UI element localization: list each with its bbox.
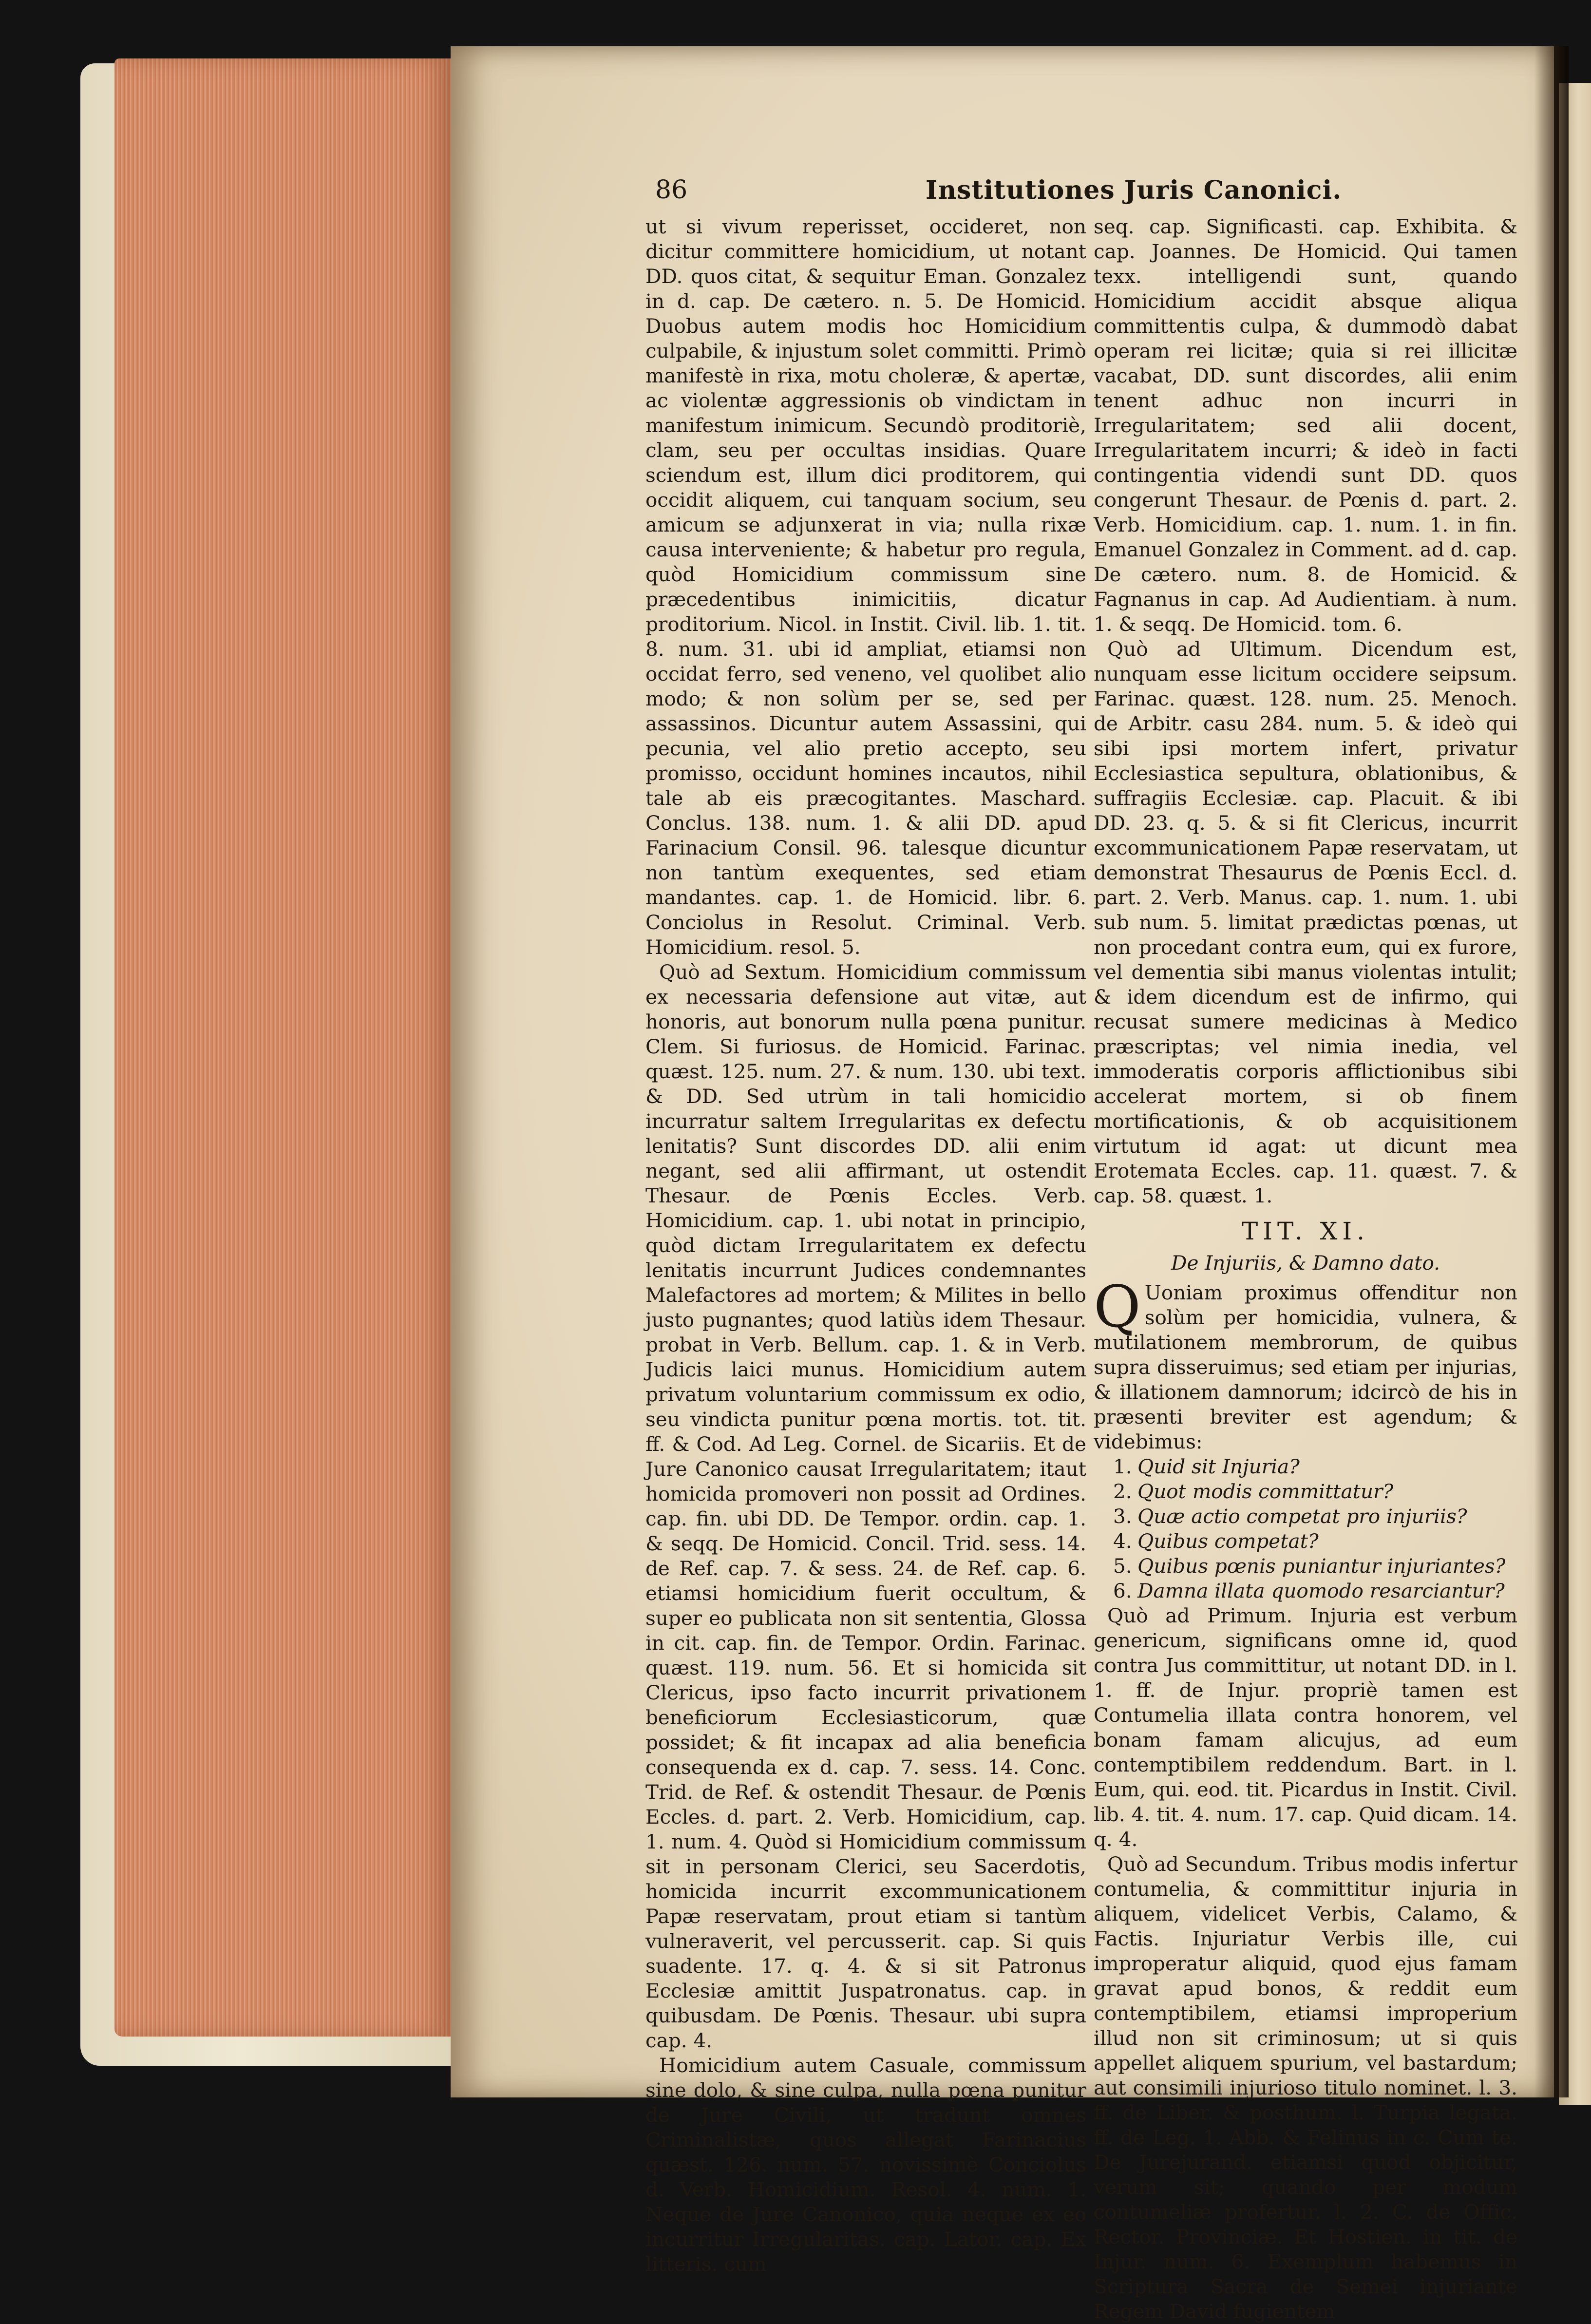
question-text: Damna illata quomodo resarciantur? [1137,1579,1505,1602]
section-subtitle: De Injuriis, & Damno dato. [1171,1251,1440,1275]
right-column [1094,214,1517,2324]
question-number: 1. [1113,1455,1132,1478]
paragraph: Homicidium autem Casuale, commissum sine dolo, & sine culpa, nulla pœna punitur de Jure Civili, ut tradunt omnes Criminalistæ, quos allegat Farinacius quæst. 126. num. 57. novissimè Conciolus d. Verb. Homicidium. Resol. 4. num. 1. Neque de Jure Canonico, quia neque ex eo incurritur Irregularitas. cap. Lator. cap. Ex litteris. cum [645,2054,1086,2276]
question-text: Quibus pœnis puniantur injuriantes? [1137,1554,1506,1578]
question-text: Quæ actio competat pro injuriis? [1137,1505,1467,1528]
question-number: 6. [1113,1579,1132,1602]
question-text: Quid sit Injuria? [1137,1455,1300,1478]
book-gutter-shadow [1534,46,1569,2097]
question-number: 4. [1113,1529,1132,1553]
page-edges [114,58,451,2037]
intro-text: Uoniam proximus offenditur non solùm per homicidia, vulnera, & mutilationem membrorum, de quibus supra disseruimus; sed etiam per injurias, & illationem damnorum; idcircò de his in præsenti breviter est agendum; & videbimus: [1094,1281,1517,1453]
intro-paragraph [1094,1273,1517,1454]
left-column [645,214,1086,2277]
question-number: 3. [1113,1505,1132,1528]
paragraph: Quò ad Sextum. Homicidium commissum ex necessaria defensione aut vitæ, aut honoris, aut bonorum nulla pœna punitur. Clem. Si furiosus. de Homicid. Farinac. quæst. 125. num. 27. & num. 130. ubi text. & DD. Sed utrùm in tali homicidio incurratur saltem Irregularitas ex defectu lenitatis? Sunt discordes DD. alii enim negant, sed alii affirmant, ut ostendit Thesaur. de Pœnis Eccles. Verb. Homicidium. cap. 1. ubi notat in principio, quòd dictam Irregularitatem ex defectu lenitatis incurrunt Judices condemnantes Malefactores ad mortem; & Milites in bello justo pugnantes; quod latiùs idem Thesaur. probat in Verb. Bellum. cap. 1. & in Verb. Judicis laici munus. Homicidium autem privatum voluntarium commissum ex odio, seu vindicta punitur pœna mortis. tot. tit. ff. & Cod. Ad Leg. Cornel. de Sicariis. Et de Jure Canonico causat Irregularitatem; itaut homicida promoveri non possit ad Ordines. cap. fin. ubi DD. De Tempor. ordin. cap. 1. & seqq. De Homicid. Concil. Trid. sess. 14. de Ref. cap. 7. & sess. 24. de Ref. cap. 6. etiamsi homicidium fuerit occultum, & super eo publicata non sit sententia, Glossa in cit. cap. fin. de Tempor. Ordin. Farinac. quæst. 119. num. 56. Et si homicida sit Clericus, ipso facto incurrit privationem beneficiorum Ecclesiasticorum, quæ possidet; & fit incapax ad alia beneficia consequenda ex d. cap. 7. sess. 14. Conc. Trid. de Ref. & ostendit Thesaur. de Pœnis Eccles. d. part. 2. Verb. Homicidium, cap. 1. num. 4. Quòd si Homicidium commissum sit in personam Clerici, seu Sacerdotis, homicida incurrit excommunicationem Papæ reservatam, prout etiam si tantùm vulneraverit, vel percusserit. cap. Si quis suadente. 17. q. 4. & si sit Patronus Ecclesiæ amittit Juspatronatus. cap. in quibusdam. De Pœnis. Thesaur. ubi supra cap. 4. [645,960,1086,2052]
section-title-block [1094,1219,1517,1276]
list-item [1113,1454,1517,1479]
paragraph: seq. cap. Significasti. cap. Exhibita. & cap. Joannes. De Homicid. Qui tamen texx. intelligendi sunt, quando Homicidium accidit absque aliqua committentis culpa, & dummodò dabat operam rei licitæ; quia si rei illicitæ vacabat, DD. sunt discordes, alii enim tenent adhuc non incurri in Irregularitatem; sed alii docent, Irregularitatem incurri; & ideò in facti contingentia videndi sunt DD. quos congerunt Thesaur. de Pœnis d. part. 2. Verb. Homicidium. cap. 1. num. 1. in fin. Emanuel Gonzalez in Comment. ad d. cap. De cætero. num. 8. de Homicid. & Fagnanus in cap. Ad Audientiam. à num. 1. & seqq. De Homicid. tom. 6. [1094,215,1517,636]
list-item [1113,1529,1517,1554]
question-text: Quibus competat? [1137,1529,1319,1553]
paragraph: ut si vivum reperisset, occideret, non dicitur committere homicidium, ut notant DD. quos citat, & sequitur Eman. Gonzalez in d. cap. De cætero. n. 5. De Homicid. Duobus autem modis hoc Homicidium culpabile, & injustum solet committi. Primò manifestè in rixa, motu choleræ, & apertæ, ac violentæ aggressionis ob vindictam in manifestum inimicum. Secundò proditoriè, clam, seu per occultas insidias. Quare sciendum est, illum dici proditorem, qui occidit aliquem, cui tanquam socium, seu amicum se adjunxerat in via; nulla rixæ causa interveniente; & habetur pro regula, quòd Homicidium commissum sine præcedentibus inimicitiis, dicatur proditorium. Nicol. in Instit. Civil. lib. 1. tit. 8. num. 31. ubi id ampliat, etiamsi non occidat ferro, sed veneno, vel quolibet alio modo; & non solùm per se, sed per assassinos. Dicuntur autem Assassini, qui pecunia, vel alio pretio accepto, seu promisso, occidunt homines incautos, nihil tale ab eis præcogitantes. Maschard. Conclus. 138. num. 1. & alii DD. apud Farinacium Consil. 96. talesque dicuntur non tantùm exequentes, sed etiam mandantes. cap. 1. de Homicid. libr. 6. Conciolus in Resolut. Criminal. Verb. Homicidium. resol. 5. [645,215,1086,959]
running-head: Institutiones Juris Canonici. [926,175,1342,205]
question-number: 2. [1113,1480,1132,1503]
drop-cap: Q [1094,1273,1141,1340]
paragraph: Quò ad Secundum. Tribus modis infertur contumelia, & committitur injuria in aliquem, videlicet Verbis, Calamo, & Factis. Injuriatur Verbis ille, cui improperatur aliquid, quod ejus famam gravat apud bonos, & reddit eum contemptibilem, etiamsi improperium illud non sit criminosum; ut si quis appellet aliquem spurium, vel bastardum; aut consimili injurioso titulo nominet. l. 3. ff. de Liber. & posthum. l. Turpia legata. ff. de Leg. 1. Abb. & Felinus in c. Cum te. De Jurejurand. etiamsi quod objicitur, verum sit; quando per modum contumeliæ profertur. l. 2. C. de Offic. Rector. Provinciæ. Et Hostien. in tit. de Injur. num. 6. Exemplum habemus in Scriptura Sacra de Semei injuriante Regem David fugientem [1094,1852,1517,2323]
question-number: 5. [1113,1554,1132,1578]
list-item [1113,1504,1517,1529]
paragraph: Quò ad Ultimum. Dicendum est, nunquam esse licitum occidere seipsum. Farinac. quæst. 128. num. 25. Menoch. de Arbitr. casu 284. num. 5. & ideò qui sibi ipsi mortem infert, privatur Ecclesiastica sepultura, oblationibus, & suffragiis Ecclesiæ. cap. Placuit. & ibi DD. 23. q. 5. & si fit Clericus, incurrit excommunicationem Papæ reservatam, ut demonstrat Thesaurus de Pœnis Eccl. d. part. 2. Verb. Manus. cap. 1. num. 1. ubi sub num. 5. limitat prædictas pœnas, ut non procedant contra eum, qui ex furore, vel dementia sibi manus violentas intulit; & idem dicendum est de infirmo, qui recusat sumere medicinas à Medico præscriptas; vel nimia inedia, vel immoderatis corporis afflictionibus sibi accelerat mortem, si ob finem mortificationis, & ob acquisitionem virtutum id agat: ut dicunt mea Erotemata Eccles. cap. 11. quæst. 7. & cap. 58. quæst. 1. [1094,637,1517,1207]
section-heading: TIT. XI. [1241,1217,1370,1245]
question-list [1094,1454,1517,1603]
list-item [1113,1554,1517,1579]
question-text: Quot modis committatur? [1137,1480,1394,1503]
paragraph: Quò ad Primum. Injuria est verbum genericum, significans omne id, quod contra Jus committitur, ut notant DD. in l. 1. ff. de Injur. propriè tamen est Contumelia illata contra honorem, vel bonam famam alicujus, ad eum contemptibilem reddendum. Bart. in l. Eum, qui. eod. tit. Picardus in Instit. Civil. lib. 4. tit. 4. num. 17. cap. Quid dicam. 14. q. 4. [1094,1604,1517,1851]
page-number: 86 [655,175,688,205]
list-item [1113,1479,1517,1504]
list-item [1113,1579,1517,1603]
